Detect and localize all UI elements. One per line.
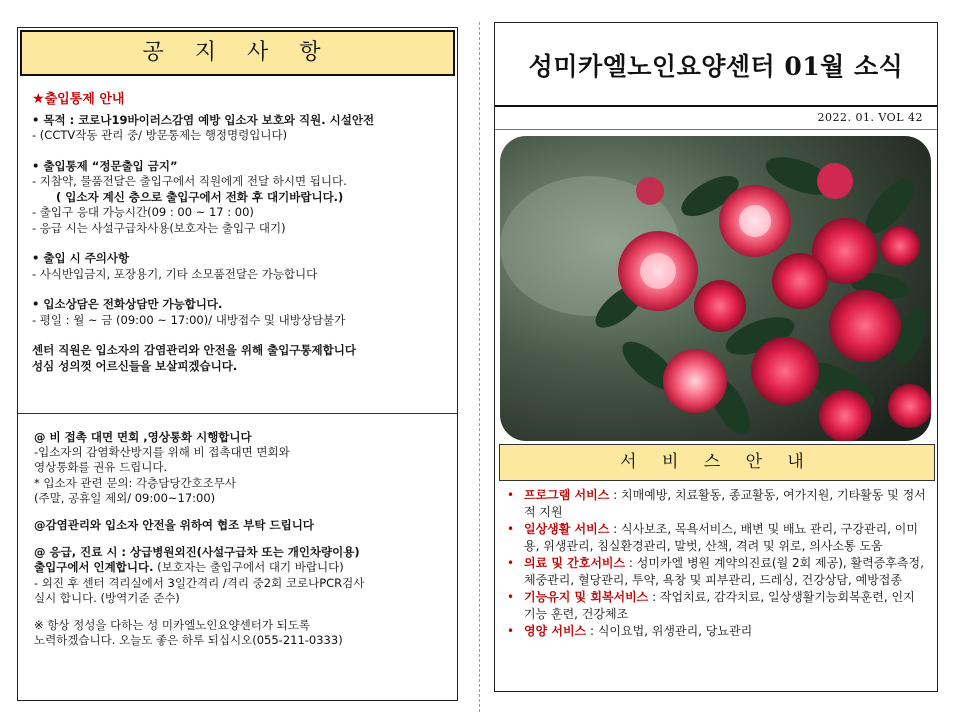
- service-item: • 기능유지 및 회복서비스 : 작업치료, 감각치료, 일상생활기능회복훈련, 인지 기능 훈련, 건강체조: [507, 590, 915, 621]
- service-item: • 영양 서비스 : 식이요법, 위생관리, 당뇨관리: [507, 624, 753, 638]
- consult-heading: • 입소상담은 전화상담만 가능합니다.: [32, 297, 223, 311]
- service-item: • 의료 및 간호서비스 : 성미카엘 병원 계약의진료(월 2회 제공), 활력증후측정, 체중관리, 혈당관리, 투약, 욕창 및 피부관리, 드레싱, 건강상담, 예방접종: [507, 556, 924, 587]
- video-heading: @ 비 접촉 대면 면회 ,영상통화 시행합니다: [34, 430, 252, 444]
- camellia-photo: [500, 136, 931, 441]
- bullet-icon: •: [507, 522, 515, 536]
- service-item: • 일상생활 서비스 : 식사보조, 목욕서비스, 배변 및 배뇨 관리, 구강관리, 이미용, 위생관리, 침실환경관리, 말벗, 산책, 격려 및 위로, 의사소통 도움: [507, 522, 918, 553]
- newsletter-title-box: [495, 23, 937, 107]
- emergency-line-4: 실시 합니다. (방역기준 준수): [34, 590, 180, 605]
- control-line-1: - 지참약, 물품전달은 출입구에서 직원에게 전달 하시면 됩니다.: [32, 174, 347, 188]
- newsletter-title: 성미카엘노인요양센터 01월 소식: [528, 52, 904, 81]
- bullet-icon: •: [507, 624, 515, 638]
- consult-line-1: - 평일 : 월 ~ 금 (09:00 ~ 17:00)/ 내방접수 및 내방상담불가: [32, 312, 346, 327]
- notice-body: [32, 92, 452, 374]
- newsletter-panel: [494, 22, 938, 692]
- bullet-icon: •: [507, 488, 515, 502]
- footer-line-1: ※ 항상 정성을 다하는 성 미카엘노인요양센터가 되도록: [34, 618, 310, 633]
- entry-control-heading: ★출입통제 안내: [32, 91, 125, 107]
- video-line-2: 영상통화를 권유 드립니다.: [34, 460, 168, 475]
- video-line-3: * 입소자 관련 문의: 각층담당간호조무사: [34, 475, 236, 490]
- visit-info: [34, 430, 454, 648]
- cooperate-line: @감염관리와 입소자 안전을 위하여 협조 부탁 드립니다: [34, 518, 314, 533]
- control-line-3: - 출입구 응대 가능시간(09 : 00 ~ 17 : 00): [32, 205, 254, 219]
- emergency-line-2: 출입구에서 인계합니다. (보호자는 출입구에서 대기 바랍니다): [34, 560, 344, 575]
- bullet-icon: •: [507, 590, 515, 604]
- bullet-icon: •: [507, 556, 515, 570]
- control-line-2: ( 입소자 계신 층으로 출입구에서 전화 후 대기바랍니다.): [56, 189, 344, 204]
- control-line-4: - 응급 시는 사설구급차사용(보호자는 출입구 대기): [32, 220, 286, 235]
- notice-panel: [17, 27, 458, 701]
- section-divider: [18, 413, 457, 414]
- service-title: 서 비 스 안 내: [499, 444, 935, 481]
- video-line-4: (주말, 공휴일 제외/ 09:00~17:00): [34, 490, 216, 505]
- volume-rule: [495, 129, 937, 130]
- purpose-sub-line: - (CCTV작동 관리 중/ 방문통제는 행정명령입니다): [32, 128, 288, 142]
- volume-label: 2022. 01. VOL 42: [817, 111, 923, 124]
- emergency-line-3: - 외진 후 센터 격리실에서 3일간격리 /격리 중2회 코로나PCR검사: [34, 575, 365, 590]
- notice-title: 공 지 사 항: [20, 30, 455, 76]
- service-item: • 프로그램 서비스 : 치매예방, 치료활동, 종교활동, 여가지원, 기타활동 및 정서적 지원: [507, 488, 926, 519]
- fold-line: [479, 22, 480, 712]
- control-heading: • 출입통제 “정문출입 금지”: [32, 158, 178, 173]
- caution-heading: • 출입 시 주의사항: [32, 251, 130, 265]
- closing-line-1: 센터 직원은 입소자의 감염관리와 안전을 위해 출입구통제합니다: [32, 343, 356, 357]
- emergency-heading: @ 응급, 진료 시 : 상급병원외진(사설구급차 또는 개인차량이용): [34, 545, 360, 560]
- purpose-line: • 목적 : 코로나19바이러스감염 예방 입소자 보호와 직원. 시설안전: [32, 112, 375, 127]
- video-line-1: -입소자의 감염확산방지를 위해 비 접촉대면 면회와: [34, 445, 290, 460]
- star-icon: ★: [32, 91, 45, 107]
- caution-line-1: - 사식반입금지, 포장용기, 기타 소모품전달은 가능합니다: [32, 266, 318, 281]
- service-list: [507, 487, 927, 640]
- footer-line-2: 노력하겠습니다. 오늘도 좋은 하루 되십시오(055-211-0333): [34, 633, 343, 648]
- closing-line-2: 성심 성의껏 어르신들을 보살피겠습니다.: [32, 358, 238, 373]
